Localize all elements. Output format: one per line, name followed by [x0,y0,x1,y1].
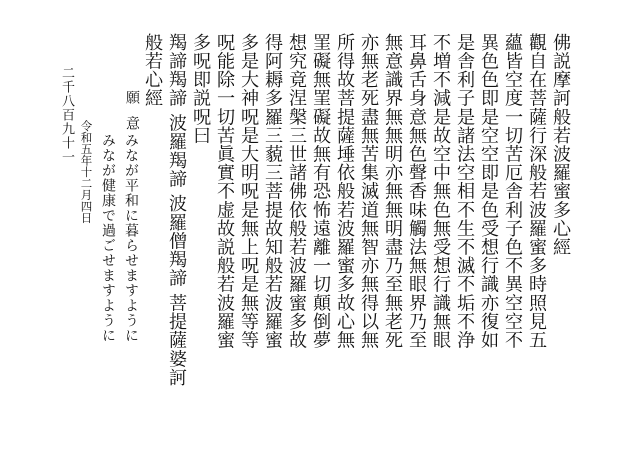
sutra-column: 多呪即説呪曰 [190,33,212,145]
sutra-column: 罣礙無罣礙故無有恐怖遠離一切顛倒夢 [310,33,332,350]
sutra-column: 耳鼻舌身意無色聲香味觸法無眼界乃至 [406,33,428,350]
sutra-column: 佛説摩訶般若波羅蜜多心經 [550,33,572,257]
numeric-date: 二千八百九十一 [59,66,74,164]
sutra-column: 般若心經 [142,33,164,108]
wish-title: 願意 [124,90,140,142]
sutra-column: 是舎利子是諸法空相不生不滅不垢不浄 [454,33,476,350]
sutra-column: 觀自在菩薩行深般若波羅蜜多時照見五 [526,33,548,350]
sutra-column: 所得故菩提薩埵依般若波羅蜜多故心無 [334,33,356,350]
sutra-column: 得阿耨多羅三藐三菩提故知般若波羅蜜 [262,33,284,350]
sutra-column: 無意識界無無明亦無無明盡乃至無老死 [382,33,404,350]
sutra-column: 呪能除一切苦眞實不虚故説般若波羅蜜 [214,33,236,350]
sutra-column: 想究竟涅槃三世諸佛依般若波羅蜜多故 [286,33,308,350]
sutra-column: 多是大神呪是大明呪是無上呪是無等等 [238,33,260,350]
wish-line-1: みなが平和に暮らせますように [123,133,139,343]
sutra-column: 不増不減是故空中無色無受想行識無眼 [430,33,452,350]
sutra-column: 異色色即是空空即是色受想行識亦復如 [478,33,500,350]
sutra-column: 亦無老死盡無苦集滅道無智亦無得以無 [358,33,380,350]
wish-line-2: みなが健康で過ごせますように [100,133,116,343]
sutra-column: 蘊皆空度一切苦厄舎利子色不異空空不 [502,33,524,350]
wish-date: 令和五年十二月四日 [79,120,94,224]
sutra-column: 羯諦羯諦 波羅羯諦 波羅僧羯諦 菩提薩婆訶 [166,33,188,387]
